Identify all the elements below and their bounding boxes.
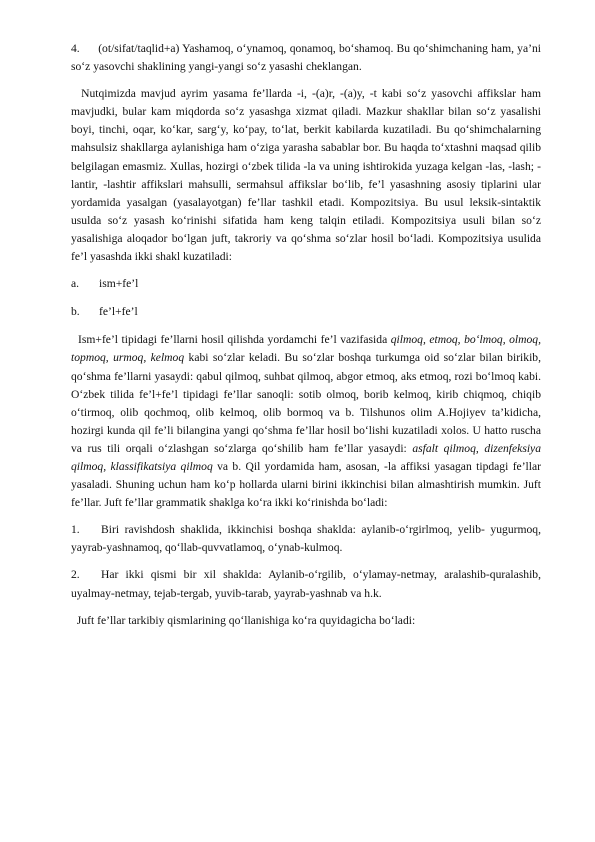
list-text: fe’l+fe’l [99,305,138,319]
list-item-1 [71,521,541,557]
list-item-b [71,303,541,321]
list-text: ism+fe’l [99,277,139,291]
list-item-a [71,275,541,293]
list-label: 2. [71,568,80,582]
list-text: Biri ravishdosh shaklida, ikkinchisi boshqa shaklda: aylanib-o‘rgirlmoq, yelib- yugurmoq, yayrab-yashnamoq, qo‘llab-quvvatlamoq, o‘ynab-kulmoq. [71,523,541,555]
item-4-text: (ot/sifat/taqlid+a) Yashamoq, o‘ynamoq, qonamoq, bo‘shamoq. Bu qo‘shimchaning ham, ya’ni so‘z yasovchi shaklining yangi-yangi so‘z yasashi cheklangan. [71,42,541,74]
middle-text: kabi so‘zlar keladi. Bu so‘zlar boshqa turkumga oid so‘zlar bilan birikib, qo‘shma fe’llarni yasaydi: qabul qilmoq, suhbat qilmoq, abgor etmoq, aks etmoq, rozi bo‘lmoq kabi. O‘zbek tilida fe’l+fe’l tipidagi fe’llar sanoqli: sotib olmoq, borib kelmoq, kirib chiqmoq, chiqib o‘tirmoq, olib qochmoq, olib kelmoq, olib bormoq va b. Tilshunos olim A.Hojiyev ta’kidicha, hozirgi kunda qil fe’li bilangina yangi qo‘shma fe’llar hosil bo‘lishi kuzatiladi xolos. U hatto ruscha va rus tili orqali o‘zlashgan so‘zlarga qo‘shilib ham fe’llar yasaydi: [71,351,541,455]
example-verbs: qilmoq, etmoq, bo‘lmoq, olmoq, topmoq, urmoq, kelmoq [71,333,541,365]
document-page [71,40,541,639]
list-label: 1. [71,523,80,537]
item-number: 4. [71,42,80,55]
paragraph-affixes-kompozitsiya [71,85,541,266]
list-item-2 [71,566,541,602]
paragraph-item-4 [71,40,541,76]
list-label: a. [71,277,80,291]
paragraph-text: Juft fe’llar tarkibiy qismlarining qo‘llanishiga ko‘ra quyidagicha bo‘ladi: [76,613,416,627]
example-loan-verbs: asfalt qilmoq, dizenfeksiya qilmoq, klassifikatsiya qilmoq [71,441,541,473]
list-text: Har ikki qismi bir xil shaklda: Aylanib-o‘rgilib, o‘ylamay-netmay, aralashib-quralashib, uyalmay-netmay, tejab-tergab, yuvib-tarab, yayrab-yashnab va h.k. [71,568,541,600]
paragraph-juft-fellar [71,612,541,630]
tail-text: va b. Qil yordamida ham, asosan, -la affiksi yasagan tipdagi fe’llar yasaladi. Shuning uchun ham ko‘p hollarda ularni birini ikkinchisi bilan almashtirish mumkin. Juft fe’llar. Juft fe’llar grammatik shaklga ko‘ra ikki ko‘rinishda bo‘ladi: [71,459,542,510]
paragraph-text: Nutqimizda mavjud ayrim yasama fe’llarda -i, -(a)r, -(a)y, -t kabi so‘z yasovchi affikslar ham mavjudki, bular kam miqdorda so‘z yasashga xizmat qiladi. Mazkur shakllar bilan so‘z yasalishi boyi, tinchi, oqar, ko‘kar, sarg‘y, ko‘pay, to‘lat, berkit kabilarda kuzatiladi. Bu qo‘shimchalarning mahsulsiz shakllarga aylanishiga ham o‘ziga yarasha sabablar bor. Bu haqda to‘xtashni maqsad qilib belgilagan emasmiz. Xullas, hozirgi o‘zbek tilida -la va uning ishtirokida yuzaga kelgan -las, -lash; -lantir, -lashtir affikslari mahsulli, sermahsul affikslar bo‘lib, fe’l yasashning asosiy tiplarini ular yordamida yasalgan (yasalayotgan) fe’llar tashkil etadi. Kompozitsiya. Bu usul leksik-sintaktik usulda so‘z yasash ko‘rinishi sifatida ham keng talqin etiladi. Kompozitsiya usuli bilan so‘z yasalishiga aloqador bo‘lgan juft, takroriy va qo‘shma so‘zlar hosil bo‘ladi. Kompozitsiya usulida fe’l yasashda ikki shakl kuzatiladi: [71,87,541,264]
paragraph-ism-fel [71,331,541,512]
list-label: b. [71,305,80,319]
lead-text: Ism+fe’l tipidagi fe’llarni hosil qilishda yordamchi fe’l vazifasida [78,333,391,347]
